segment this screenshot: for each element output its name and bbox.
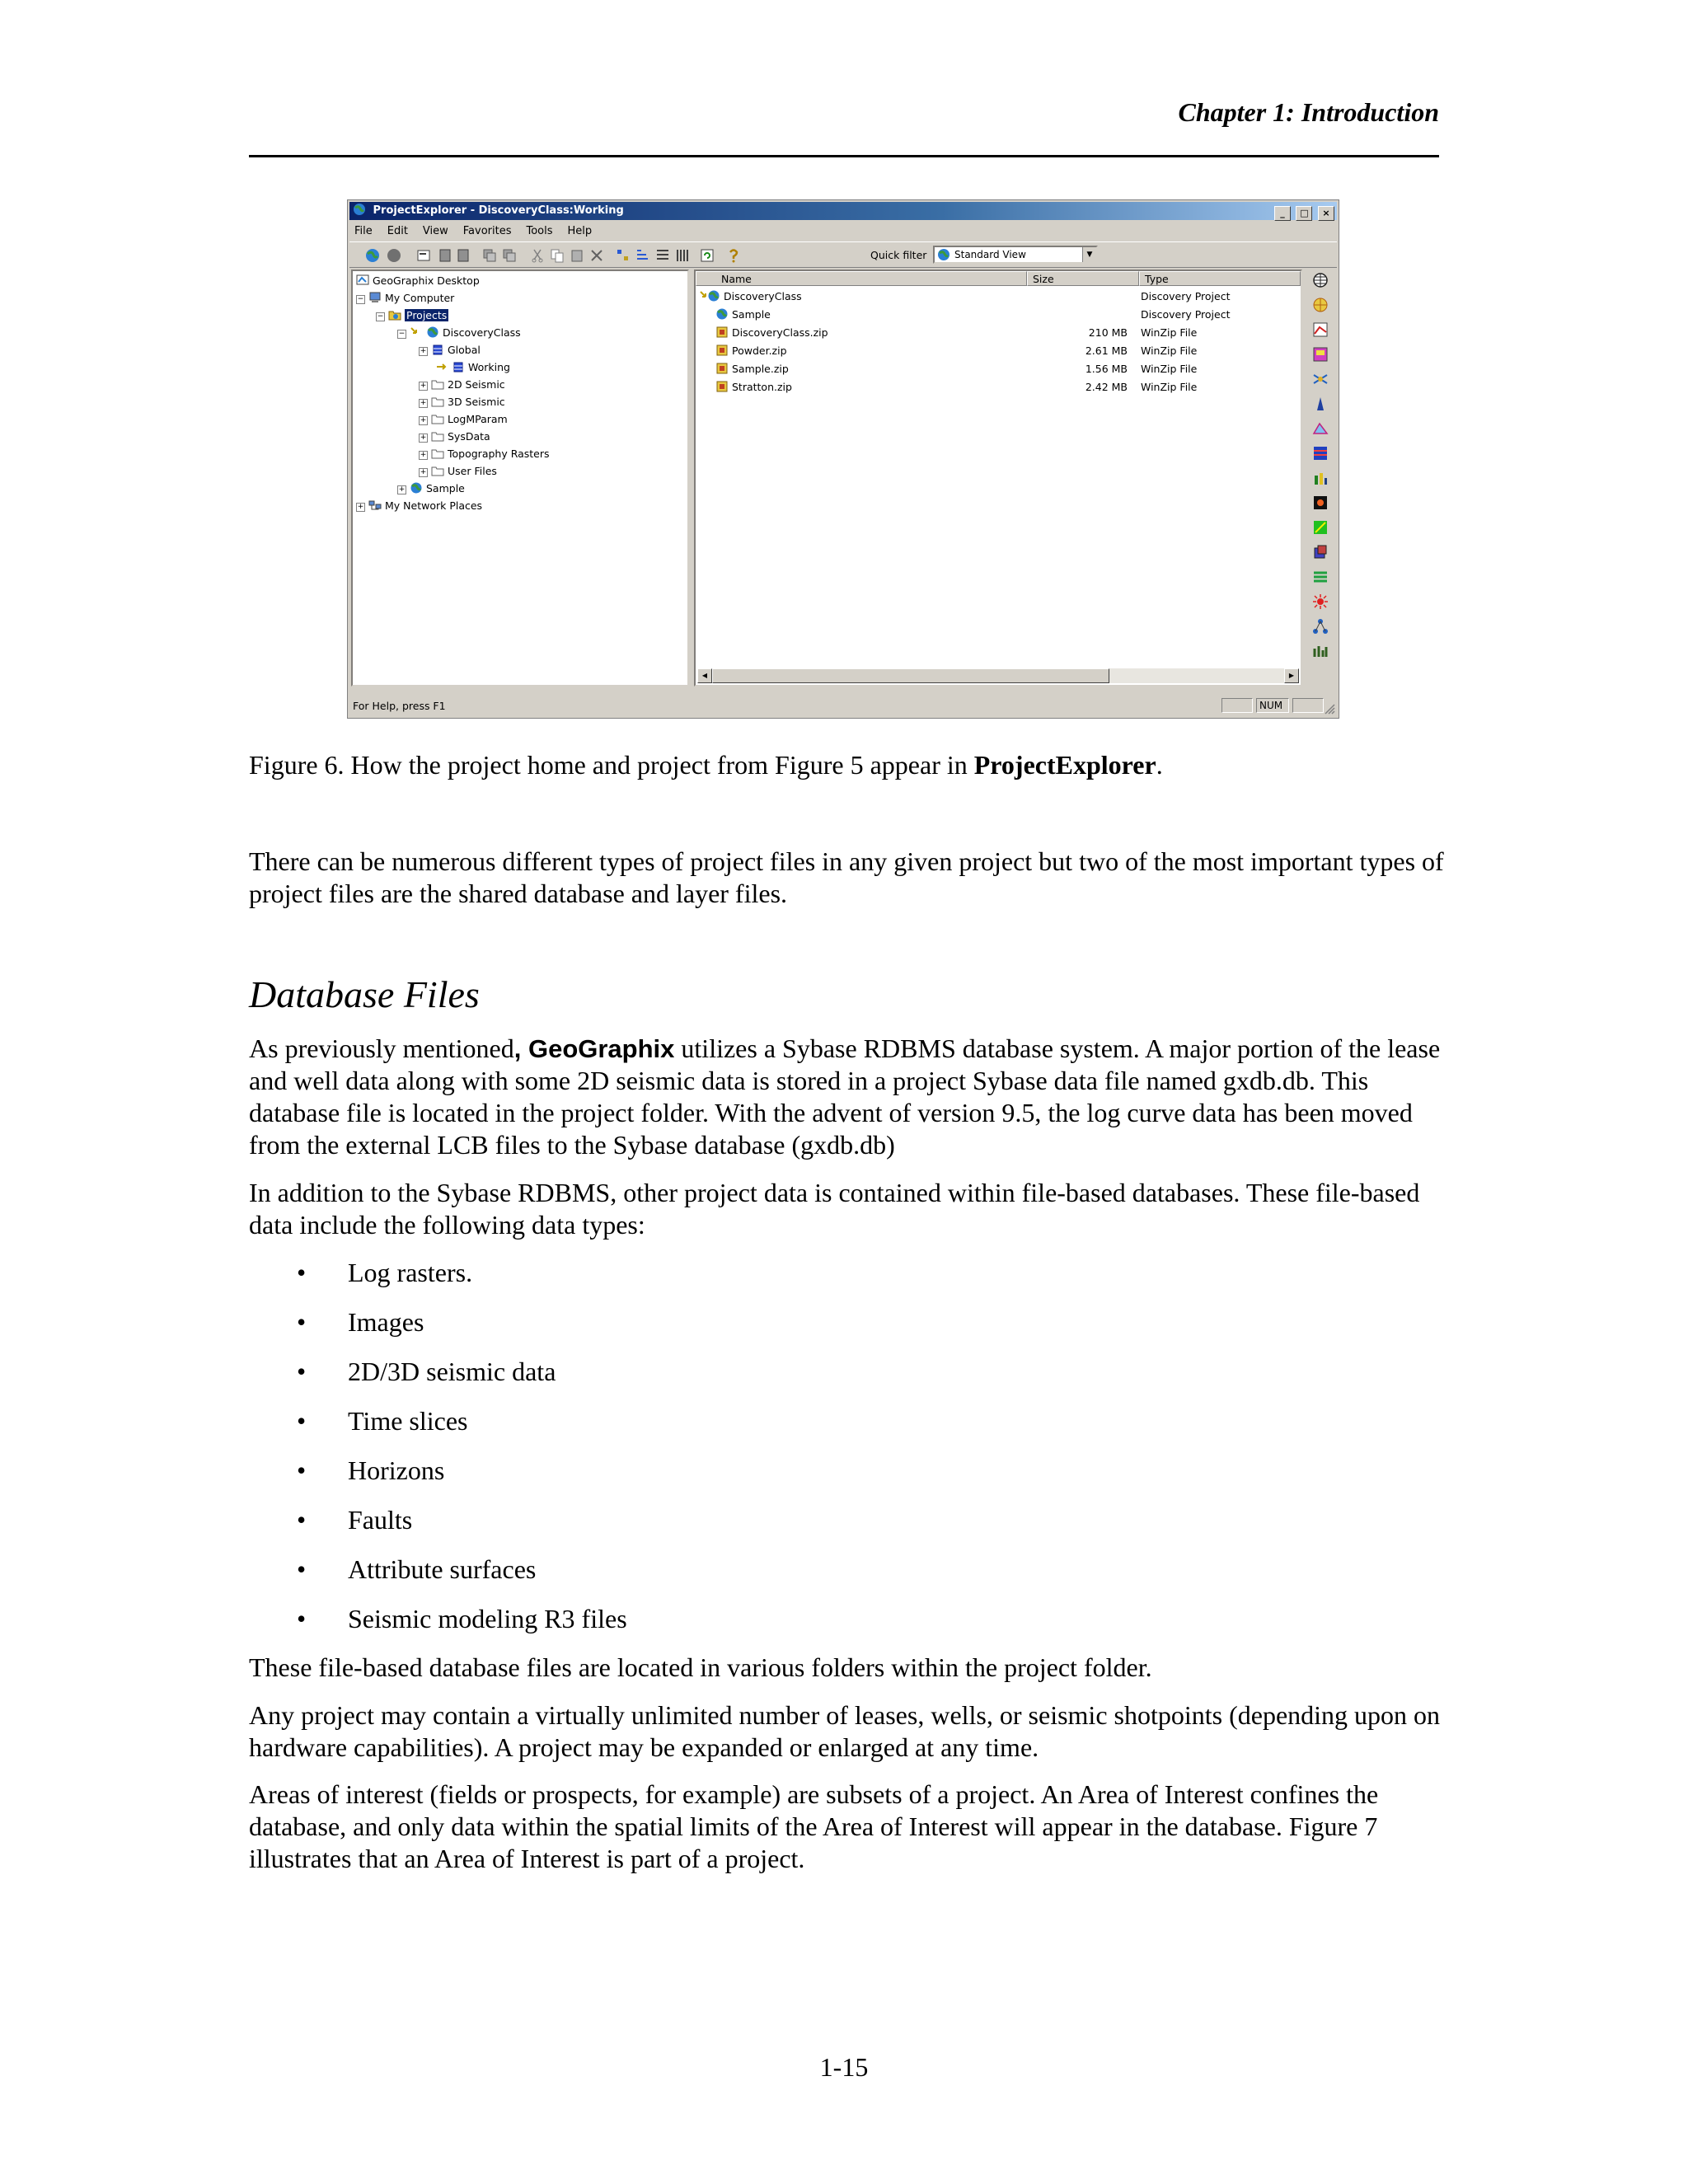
- chapter-header: Chapter 1: Introduction: [1178, 97, 1439, 127]
- file-type: WinZip File: [1141, 363, 1198, 375]
- bullet-text: Log rasters.: [348, 1258, 473, 1287]
- bullet-text: Attribute surfaces: [348, 1554, 537, 1584]
- globe-icon: [715, 308, 729, 320]
- zip-icon: [715, 326, 729, 338]
- bullet-dot: •: [297, 1357, 307, 1386]
- quick-filter-select[interactable]: [933, 246, 1098, 264]
- tree-item-user-files[interactable]: [419, 463, 497, 480]
- addition-paragraph: In addition to the Sybase RDBMS, other project data is contained within file-based databases. These file-based data include the following data types:: [249, 1178, 1420, 1240]
- file-type: Discovery Project: [1141, 290, 1231, 302]
- column-header-name[interactable]: Name: [696, 271, 1027, 286]
- computer-icon: [368, 292, 382, 303]
- application-launcher-bar: [1304, 269, 1335, 687]
- header-rule: [249, 155, 1439, 157]
- file-size: 1.56 MB: [1085, 363, 1128, 375]
- list-item: [297, 1603, 627, 1635]
- folder-icon: [431, 448, 444, 459]
- expand-toggle[interactable]: +: [420, 468, 427, 476]
- tree-item-sysdata[interactable]: [419, 429, 490, 445]
- folder-icon: [431, 413, 444, 424]
- tree-label: Projects: [406, 309, 448, 321]
- folder-icon: [431, 378, 444, 390]
- database-icon: [431, 344, 444, 355]
- bullet-text: Faults: [348, 1505, 413, 1535]
- tree-label: SysData: [448, 430, 490, 443]
- expand-toggle[interactable]: +: [398, 485, 406, 494]
- delete-icon[interactable]: [588, 247, 605, 264]
- column-header-size[interactable]: Size: [1027, 271, 1139, 286]
- network-icon: [368, 499, 382, 511]
- file-list: [694, 269, 1302, 687]
- figure-caption: [249, 750, 1163, 780]
- tree-label: User Files: [448, 465, 497, 477]
- map-icon[interactable]: [1311, 321, 1329, 339]
- copy-icon[interactable]: [549, 247, 565, 264]
- file-name: Sample.zip: [732, 363, 789, 375]
- brand-name: , GeoGraphix: [513, 1034, 675, 1063]
- intro-paragraph: There can be numerous different types of project files in any given project but two of the most important types of project files are the shared database and layer files.: [249, 846, 1444, 908]
- list-item[interactable]: [696, 324, 1301, 342]
- layout-icon[interactable]: [1311, 345, 1329, 363]
- tree-label: DiscoveryClass: [443, 326, 521, 339]
- grid-icon[interactable]: [1311, 518, 1329, 537]
- file-name: Powder.zip: [732, 344, 787, 357]
- cross-section-icon[interactable]: [1311, 370, 1329, 388]
- seismic-icon[interactable]: [1311, 494, 1329, 512]
- bullet-text: 2D/3D seismic data: [348, 1357, 556, 1386]
- file-name: DiscoveryClass.zip: [732, 326, 828, 339]
- chart-icon[interactable]: [1311, 469, 1329, 487]
- tools-icon[interactable]: [1311, 642, 1329, 660]
- section-heading: Database Files: [249, 973, 480, 1015]
- list-item: [297, 1405, 468, 1437]
- tree-label: 3D Seismic: [448, 396, 505, 408]
- list-item: [297, 1257, 472, 1289]
- status-bar: [349, 696, 1337, 716]
- quick-filter-value: Standard View: [954, 249, 1026, 260]
- expand-toggle[interactable]: +: [420, 382, 427, 390]
- list-item: [297, 1455, 444, 1487]
- column-header-type[interactable]: Type: [1139, 271, 1301, 286]
- menu-help[interactable]: Help: [567, 225, 593, 237]
- tree-label: LogMParam: [448, 413, 508, 425]
- volume-icon[interactable]: [1311, 543, 1329, 561]
- project-tree: [351, 269, 689, 687]
- caption-bold: ProjectExplorer: [973, 750, 1156, 780]
- scroll-thumb[interactable]: [712, 668, 1109, 683]
- located-paragraph: These file-based database files are located in various folders within the project folder.: [249, 1652, 1152, 1682]
- menu-view[interactable]: View: [422, 225, 448, 237]
- unlimited-paragraph: Any project may contain a virtually unlimited number of leases, wells, or seismic shotpoints (depending upon on hardware capabilities). A project may be expanded or enlarged at any time.: [249, 1700, 1441, 1762]
- tree-item-my-network-places[interactable]: [356, 498, 482, 514]
- copy-project-icon[interactable]: [481, 247, 498, 264]
- globe-icon: [410, 482, 423, 494]
- project-explorer-window: [347, 199, 1339, 719]
- desktop-icon: [356, 274, 369, 286]
- status-num-indicator: NUM: [1256, 698, 1289, 713]
- status-panel-empty: [1292, 698, 1324, 713]
- tree-item-global[interactable]: [419, 342, 481, 359]
- page-number: 1-15: [819, 2052, 869, 2082]
- expand-toggle[interactable]: +: [420, 416, 427, 424]
- maximize-button[interactable]: □: [1296, 206, 1312, 221]
- network-nodes-icon[interactable]: [1311, 617, 1329, 635]
- caption-suffix: .: [1156, 750, 1163, 780]
- list-header: [696, 271, 1301, 288]
- refresh-icon[interactable]: [699, 247, 715, 264]
- tree-item-working[interactable]: [435, 359, 510, 376]
- tree-label: My Computer: [385, 292, 455, 304]
- tree-item-topography-rasters[interactable]: [419, 446, 550, 462]
- expand-toggle[interactable]: +: [357, 503, 364, 511]
- list-item[interactable]: [696, 378, 1301, 396]
- bullet-dot: •: [297, 1505, 307, 1535]
- globe-icon: [707, 290, 720, 302]
- menu-favorites[interactable]: Favorites: [462, 225, 512, 237]
- file-name: DiscoveryClass: [724, 290, 802, 302]
- details-view-icon[interactable]: [674, 247, 691, 264]
- scroll-right-icon[interactable]: ▶: [1284, 668, 1299, 683]
- menu-edit[interactable]: Edit: [387, 225, 408, 237]
- folder-icon: [431, 430, 444, 442]
- home-globe-icon[interactable]: [364, 247, 381, 264]
- tree-label: Working: [468, 361, 510, 373]
- properties-icon[interactable]: [415, 247, 432, 264]
- menu-file[interactable]: File: [354, 225, 373, 237]
- bullet-dot: •: [297, 1455, 307, 1485]
- globe-icon: [426, 326, 439, 338]
- log-display-icon[interactable]: [1311, 444, 1329, 462]
- list-item[interactable]: [696, 360, 1301, 378]
- bullet-dot: •: [297, 1258, 307, 1287]
- toolbar: [349, 241, 1337, 268]
- file-type: Discovery Project: [1141, 308, 1231, 321]
- expand-toggle[interactable]: +: [420, 399, 427, 407]
- database-paragraph: [249, 1033, 1444, 1161]
- bullet-text: Images: [348, 1307, 424, 1337]
- file-size: 2.42 MB: [1085, 381, 1128, 393]
- tree-item-my-computer[interactable]: [356, 290, 454, 307]
- list-item: [297, 1306, 424, 1338]
- sun-icon[interactable]: [1311, 593, 1329, 611]
- list-item: [297, 1356, 556, 1388]
- folder-icon: [431, 396, 444, 407]
- app-globe-icon: [353, 203, 366, 216]
- tree-item-geographix-desktop[interactable]: [356, 273, 480, 289]
- window-title: ProjectExplorer - DiscoveryClass:Working: [373, 204, 624, 217]
- paste-project-icon[interactable]: [501, 247, 518, 264]
- caption-text: Figure 6. How the project home and project from Figure 5 appear in: [249, 750, 974, 780]
- projects-folder-icon: [388, 309, 401, 321]
- globe-icon: [937, 248, 950, 261]
- quick-filter-label: Quick filter: [870, 249, 927, 261]
- aoi-paragraph: Areas of interest (fields or prospects, for example) are subsets of a project. An Area of Interest confines the database, and only data within the spatial limits of the Area of Interest will appear in the database. Figure 7 illustrates that an Area of Interest is part of a project.: [249, 1779, 1379, 1873]
- tree-item-logmparam[interactable]: [419, 411, 508, 428]
- tree-label: Sample: [426, 482, 465, 494]
- help-icon[interactable]: [725, 247, 742, 264]
- delete-project-icon[interactable]: [455, 247, 471, 264]
- tree-label: 2D Seismic: [448, 378, 505, 391]
- expand-toggle[interactable]: +: [420, 451, 427, 459]
- horizon-icon[interactable]: [1311, 568, 1329, 586]
- globe-outline-icon[interactable]: [1311, 271, 1329, 289]
- contour-icon[interactable]: [1311, 419, 1329, 438]
- db-para-text: utilizes a Sybase RDBMS database system. A major portion of the lease and well data along with some 2D seismic data is stored in a project Sybase data file named gxdb.db. This database file is located in the project folder. With the advent of version 9.5, the log curve data has been moved from the external LCB files to the Sybase database (gxdb.db): [249, 1033, 1441, 1160]
- folder-icon: [431, 465, 444, 476]
- bullet-dot: •: [297, 1554, 307, 1584]
- tree-item-sample[interactable]: [397, 480, 465, 497]
- bullet-dot: •: [297, 1604, 307, 1633]
- zip-icon: [715, 381, 729, 392]
- file-type: WinZip File: [1141, 326, 1198, 339]
- list-item[interactable]: [696, 342, 1301, 360]
- bullet-text: Horizons: [348, 1455, 445, 1485]
- paste-icon[interactable]: [569, 247, 585, 264]
- list-item[interactable]: [696, 306, 1301, 324]
- target-icon[interactable]: [1311, 296, 1329, 314]
- bullet-dot: •: [297, 1307, 307, 1337]
- tree-item-discoveryclass[interactable]: [397, 325, 521, 341]
- new-project-icon[interactable]: [437, 247, 453, 264]
- tree-label: My Network Places: [385, 499, 483, 512]
- large-icons-icon[interactable]: [615, 247, 631, 264]
- expand-toggle[interactable]: +: [420, 434, 427, 442]
- file-name: Stratton.zip: [732, 381, 792, 393]
- arrow-right-icon: [435, 361, 448, 373]
- collapse-toggle[interactable]: −: [377, 312, 384, 321]
- list-view-icon[interactable]: [654, 247, 671, 264]
- minimize-button[interactable]: _: [1274, 206, 1291, 221]
- file-size: 2.61 MB: [1085, 344, 1128, 357]
- database-icon: [452, 361, 465, 373]
- cut-icon[interactable]: [529, 247, 546, 264]
- bullet-text: Seismic modeling R3 files: [348, 1604, 627, 1633]
- db-para-text: As previously mentioned: [249, 1033, 514, 1063]
- bullet-dot: •: [297, 1406, 307, 1436]
- file-size: 210 MB: [1088, 326, 1128, 339]
- file-name: Sample: [732, 308, 771, 321]
- expand-toggle[interactable]: +: [420, 347, 427, 355]
- tree-label: Global: [448, 344, 481, 356]
- close-button[interactable]: ×: [1318, 206, 1334, 221]
- file-type: WinZip File: [1141, 344, 1198, 357]
- scroll-left-icon[interactable]: ◀: [697, 668, 712, 683]
- tree-label: GeoGraphix Desktop: [373, 274, 480, 287]
- status-help-text: For Help, press F1: [353, 700, 446, 712]
- tree-item-projects[interactable]: [376, 307, 448, 324]
- file-type: WinZip File: [1141, 381, 1198, 393]
- horizontal-scrollbar[interactable]: [697, 668, 1299, 683]
- zip-icon: [715, 363, 729, 374]
- tree-label: Topography Rasters: [448, 448, 550, 460]
- chevron-down-icon[interactable]: ▼: [1082, 247, 1096, 262]
- small-icons-icon[interactable]: [635, 247, 651, 264]
- tree-item-2d-seismic[interactable]: [419, 377, 505, 393]
- stop-icon[interactable]: [386, 247, 402, 264]
- list-item: [297, 1554, 536, 1586]
- menu-bar: [349, 222, 598, 240]
- tree-item-3d-seismic[interactable]: [419, 394, 505, 410]
- zip-icon: [715, 344, 729, 356]
- status-panel-empty: [1221, 698, 1253, 713]
- bullet-text: Time slices: [348, 1406, 468, 1436]
- resize-grip-icon[interactable]: [1324, 703, 1335, 715]
- window-titlebar: [349, 202, 1337, 220]
- list-item[interactable]: [696, 288, 1301, 306]
- home-arrow-icon: [410, 326, 423, 338]
- list-item: [297, 1504, 412, 1536]
- well-icon[interactable]: [1311, 395, 1329, 413]
- collapse-toggle[interactable]: −: [398, 330, 406, 338]
- menu-tools[interactable]: Tools: [526, 225, 553, 237]
- collapse-toggle[interactable]: −: [357, 295, 364, 303]
